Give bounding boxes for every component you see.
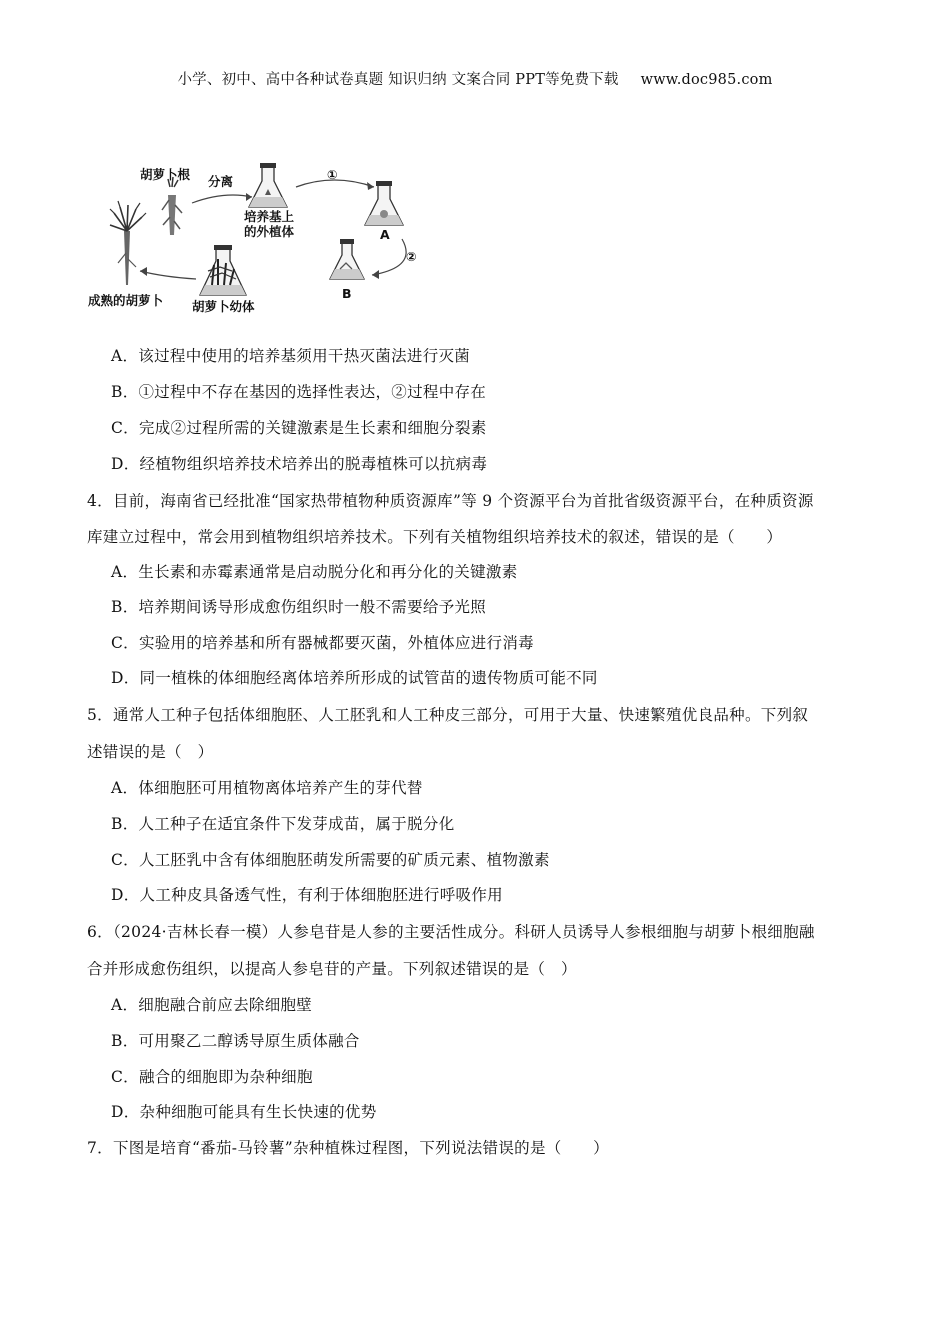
q4-option-d: D．同一植株的体细胞经离体培养所形成的试管苗的遗传物质可能不同 xyxy=(111,669,598,687)
q3-option-a: A．该过程中使用的培养基须用干热灭菌法进行灭菌 xyxy=(111,347,471,365)
q4-option-c: C．实验用的培养基和所有器械都要灭菌，外植体应进行消毒 xyxy=(111,634,534,652)
q7-stem-line1: 7．下图是培育“番茄-马铃薯”杂种植株过程图，下列说法错误的是（ ） xyxy=(87,1139,609,1157)
label-separate: 分离 xyxy=(208,174,234,189)
label-explant-1: 培养基上 xyxy=(244,209,295,224)
q4-option-b: B．培养期间诱导形成愈伤组织时一般不需要给予光照 xyxy=(111,598,487,616)
q6-option-a: A．细胞融合前应去除细胞壁 xyxy=(111,996,313,1014)
q4-stem-line2: 库建立过程中，常会用到植物组织培养技术。下列有关植物组织培养技术的叙述，错误的是（ ） xyxy=(87,528,783,546)
q3-option-b: B．①过程中不存在基因的选择性表达，②过程中存在 xyxy=(111,383,487,401)
q6-stem-line2: 合并形成愈伤组织，以提高人参皂苷的产量。下列叙述错误的是（ ） xyxy=(87,960,577,978)
header-url[interactable]: www.doc985.com xyxy=(640,72,773,88)
label-mature: 成熟的胡萝卜 xyxy=(88,293,164,308)
q4-stem-line1: 4．目前，海南省已经批准“国家热带植物种质资源库”等 9 个资源平台为首批省级资源平台，在种质资源 xyxy=(87,492,814,510)
q6-stem-line1: 6．（2024·吉林长春一模）人参皂苷是人参的主要活性成分。科研人员诱导人参根细胞与胡萝卜根细胞融 xyxy=(87,923,815,941)
carrot-root-icon xyxy=(162,177,182,235)
q4-option-a: A．生长素和赤霉素通常是启动脱分化和再分化的关键激素 xyxy=(111,563,518,581)
label-flask-a: A xyxy=(380,227,390,242)
q6-option-d: D．杂种细胞可能具有生长快速的优势 xyxy=(111,1103,377,1121)
q5-option-c: C．人工胚乳中含有体细胞胚萌发所需要的矿质元素、植物激素 xyxy=(111,851,550,869)
header-text: 小学、初中、高中各种试卷真题 知识归纳 文案合同 PPT等免费下载 xyxy=(177,72,619,88)
q3-option-c: C．完成②过程所需的关键激素是生长素和细胞分裂素 xyxy=(111,419,487,437)
flask-explant-icon xyxy=(249,163,287,207)
page-header xyxy=(0,68,950,89)
mature-carrot-icon xyxy=(110,201,146,285)
q3-option-d: D．经植物组织培养技术培养出的脱毒植株可以抗病毒 xyxy=(111,455,488,473)
label-explant-2: 的外植体 xyxy=(244,224,295,239)
q5-option-d: D．人工种皮具备透气性，有利于体细胞胚进行呼吸作用 xyxy=(111,886,503,904)
q5-stem-line1: 5．通常人工种子包括体细胞胚、人工胚乳和人工种皮三部分，可用于大量、快速繁殖优良品种。下列叙 xyxy=(87,706,809,724)
label-seedling: 胡萝卜幼体 xyxy=(192,299,255,314)
q5-option-a: A．体细胞胚可用植物离体培养产生的芽代替 xyxy=(111,779,423,797)
label-step2: ② xyxy=(406,249,417,264)
label-flask-b: B xyxy=(342,286,352,301)
label-step1: ① xyxy=(327,167,338,182)
flask-b-icon xyxy=(330,239,364,279)
label-carrot-root: 胡萝卜根 xyxy=(140,167,191,182)
q6-option-b: B．可用聚乙二醇诱导原生质体融合 xyxy=(111,1032,360,1050)
q5-option-b: B．人工种子在适宜条件下发芽成苗，属于脱分化 xyxy=(111,815,455,833)
diagram-svg xyxy=(84,155,444,325)
carrot-culture-diagram xyxy=(84,155,444,325)
q5-stem-line2: 述错误的是（ ） xyxy=(87,743,214,761)
flask-seedling-icon xyxy=(200,245,246,295)
q6-option-c: C．融合的细胞即为杂种细胞 xyxy=(111,1068,313,1086)
